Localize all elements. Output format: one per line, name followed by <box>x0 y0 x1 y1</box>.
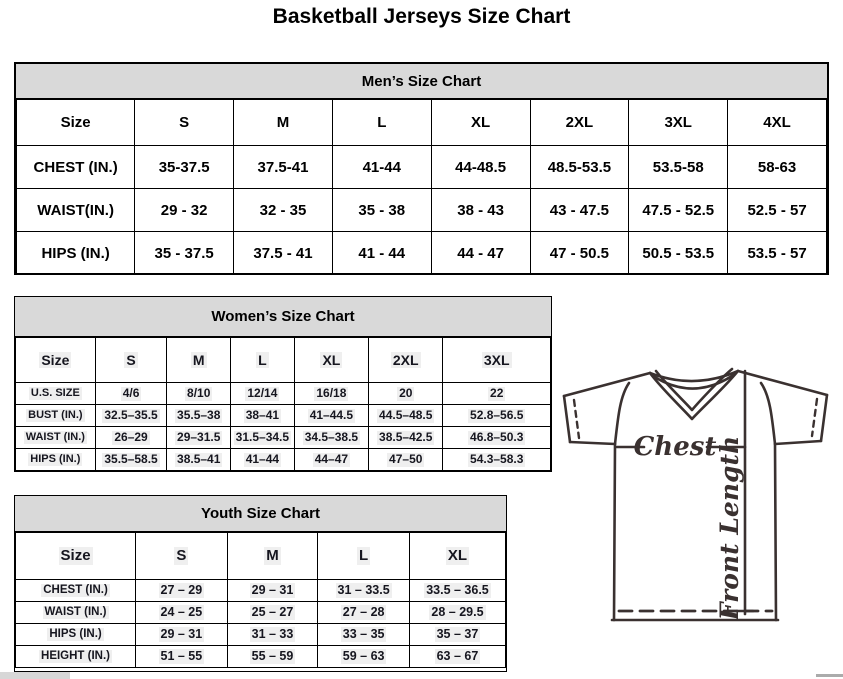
measure-value <box>294 449 368 471</box>
measure-value <box>318 646 410 668</box>
youth-size-table <box>15 532 506 668</box>
measure-label <box>16 405 96 427</box>
measure-label: CHEST (IN.) <box>17 146 135 189</box>
measure-value <box>167 449 231 471</box>
measure-value-text: 46.8–50.3 <box>470 430 524 445</box>
body-right-edge <box>775 444 776 620</box>
measure-value <box>95 427 167 449</box>
size-col-s-text: S <box>176 547 187 565</box>
measure-label <box>16 427 96 449</box>
measure-value: 35-37.5 <box>135 146 234 189</box>
measure-value: 35 - 38 <box>332 189 431 232</box>
jersey-diagram-svg <box>558 362 835 624</box>
measure-value <box>443 405 551 427</box>
measure-value <box>231 383 295 405</box>
measure-value: 43 - 47.5 <box>530 189 629 232</box>
womens-size-table <box>15 337 551 471</box>
size-col-s <box>95 338 167 383</box>
size-header-row <box>16 533 506 580</box>
measure-value <box>227 602 318 624</box>
measure-value <box>409 580 505 602</box>
measure-value <box>136 580 228 602</box>
measure-value-text: 27 – 29 <box>160 583 203 598</box>
measure-label: WAIST(IN.) <box>17 189 135 232</box>
measure-value-text: 44.5–48.5 <box>379 408 433 423</box>
size-corner-header-text: Size <box>41 351 70 368</box>
size-header-row <box>17 100 827 146</box>
measure-value: 44 - 47 <box>431 232 530 275</box>
measure-value: 52.5 - 57 <box>728 189 827 232</box>
measure-value <box>136 602 228 624</box>
measure-value: 38 - 43 <box>431 189 530 232</box>
measure-value <box>318 580 410 602</box>
size-col-3xl: 3XL <box>629 100 728 146</box>
measure-row-hipsin <box>16 624 506 646</box>
size-corner-header <box>16 533 136 580</box>
measure-value-text: 12/14 <box>247 386 278 401</box>
measure-value-text: 35 – 37 <box>436 627 479 642</box>
measure-value-text: 31.5–34.5 <box>235 430 290 445</box>
measure-row-bustin <box>16 405 551 427</box>
measure-value-text: 29 – 31 <box>160 627 203 642</box>
measure-value <box>227 580 318 602</box>
measure-label-text: BUST (IN.) <box>28 409 83 422</box>
measure-value <box>227 646 318 668</box>
measure-value: 53.5-58 <box>629 146 728 189</box>
measure-row-heightin <box>16 646 506 668</box>
measure-value-text: 25 – 27 <box>251 605 294 620</box>
measure-value <box>231 449 295 471</box>
measure-value-text: 55 – 59 <box>251 649 294 664</box>
measure-value-text: 33 – 35 <box>342 627 385 642</box>
youth-size-chart-title: Youth Size Chart <box>15 496 506 532</box>
size-col-l <box>318 533 410 580</box>
measure-value: 48.5-53.5 <box>530 146 629 189</box>
measure-value-text: 51 – 55 <box>160 649 203 664</box>
measure-value-text: 31 – 33.5 <box>337 583 390 598</box>
measure-value-text: 38–41 <box>245 408 280 423</box>
measure-value <box>167 383 231 405</box>
left-shoulder-line <box>564 373 650 396</box>
measure-value-text: 35.5–58.5 <box>104 452 158 467</box>
measure-value <box>369 383 443 405</box>
measure-value <box>369 405 443 427</box>
measure-value-text: 59 – 63 <box>342 649 385 664</box>
size-col-2xl: 2XL <box>530 100 629 146</box>
measure-value-text: 54.3–58.3 <box>470 452 524 467</box>
measure-value: 41-44 <box>332 146 431 189</box>
size-col-xl: XL <box>431 100 530 146</box>
chest-label: Chest <box>633 432 717 462</box>
measure-row-hipsin <box>17 232 827 275</box>
size-col-xl <box>409 533 505 580</box>
measure-value-text: 44–47 <box>314 452 349 467</box>
measure-value: 50.5 - 53.5 <box>629 232 728 275</box>
measure-label <box>16 646 136 668</box>
size-col-l <box>231 338 295 383</box>
right-sleeve-underarm <box>775 441 821 444</box>
measure-value <box>409 624 505 646</box>
measure-value <box>369 427 443 449</box>
measure-value <box>95 449 167 471</box>
size-col-m-text: M <box>192 351 205 368</box>
measure-label-text: WAIST (IN.) <box>44 605 107 618</box>
measure-value: 47.5 - 52.5 <box>629 189 728 232</box>
measure-value: 29 - 32 <box>135 189 234 232</box>
left-armhole-seam <box>615 383 629 444</box>
measure-value-text: 8/10 <box>187 386 211 401</box>
measure-row-chestin <box>16 580 506 602</box>
measure-value-text: 38.5–42.5 <box>379 430 433 445</box>
body-left-edge <box>614 444 615 620</box>
measure-value-text: 22 <box>490 386 504 401</box>
measure-row-waistin <box>17 189 827 232</box>
bottom-right-page-fragment <box>816 674 843 677</box>
right-sleeve-cuff <box>821 395 827 441</box>
measure-value-text: 31 – 33 <box>251 627 294 642</box>
measure-label: HIPS (IN.) <box>17 232 135 275</box>
measure-value-text: 26–29 <box>114 430 148 445</box>
measure-value: 44-48.5 <box>431 146 530 189</box>
measure-row-waistin <box>16 427 551 449</box>
measure-value <box>136 624 228 646</box>
left-sleeve-underarm <box>570 442 615 444</box>
measure-value <box>318 602 410 624</box>
mens-size-chart-title: Men’s Size Chart <box>16 64 827 99</box>
womens-size-chart-title: Women’s Size Chart <box>15 297 551 337</box>
measure-value <box>227 624 318 646</box>
measure-value: 58-63 <box>728 146 827 189</box>
size-corner-header: Size <box>17 100 135 146</box>
measure-row-hipsin <box>16 449 551 471</box>
mens-size-table <box>16 99 827 275</box>
measure-label-text: HEIGHT (IN.) <box>41 649 111 662</box>
measure-label <box>16 624 136 646</box>
measure-value <box>318 624 410 646</box>
size-col-3xl <box>443 338 551 383</box>
right-armhole-seam <box>761 383 775 444</box>
measure-value <box>443 449 551 471</box>
measure-value-text: 24 – 25 <box>160 605 203 620</box>
size-col-m-text: M <box>266 547 279 565</box>
left-sleeve-cuff <box>564 396 570 442</box>
womens-size-chart <box>14 296 552 472</box>
measure-value <box>167 405 231 427</box>
measure-value <box>231 427 295 449</box>
measure-row-ussize <box>16 383 551 405</box>
measure-value: 53.5 - 57 <box>728 232 827 275</box>
measure-value <box>294 383 368 405</box>
measure-value-text: 29 – 31 <box>251 583 294 598</box>
measure-value-text: 28 – 29.5 <box>431 605 484 620</box>
measure-value-text: 41–44 <box>245 452 280 467</box>
measure-value-text: 52.8–56.5 <box>470 408 524 423</box>
page-title: Basketball Jerseys Size Chart <box>272 5 571 28</box>
measure-row-chestin <box>17 146 827 189</box>
measure-label <box>16 580 136 602</box>
measure-value-text: 63 – 67 <box>436 649 479 664</box>
measure-label-text: CHEST (IN.) <box>43 583 108 596</box>
measure-label-text: HIPS (IN.) <box>30 453 81 466</box>
size-col-s: S <box>135 100 234 146</box>
measure-value: 41 - 44 <box>332 232 431 275</box>
size-col-m <box>227 533 318 580</box>
measure-label <box>16 449 96 471</box>
size-col-l-text: L <box>359 547 369 565</box>
measure-value <box>294 405 368 427</box>
measure-value-text: 41–44.5 <box>309 408 354 423</box>
measure-value-text: 34.5–38.5 <box>304 430 359 445</box>
youth-size-chart <box>14 495 507 672</box>
measure-value: 35 - 37.5 <box>135 232 234 275</box>
measure-value <box>294 427 368 449</box>
measure-value-text: 29–31.5 <box>177 430 221 445</box>
measure-value: 37.5-41 <box>234 146 333 189</box>
measure-value-text: 38.5–41 <box>177 452 221 467</box>
measure-row-waistin <box>16 602 506 624</box>
measure-label <box>16 383 96 405</box>
size-col-s <box>136 533 228 580</box>
measure-value-text: 16/18 <box>316 386 347 401</box>
measure-label-text: U.S. SIZE <box>30 387 80 400</box>
measure-value: 47 - 50.5 <box>530 232 629 275</box>
measure-value: 32 - 35 <box>234 189 333 232</box>
measure-value <box>231 405 295 427</box>
size-col-xl-text: XL <box>322 351 341 368</box>
size-col-l-text: L <box>258 351 267 368</box>
size-col-xl <box>294 338 368 383</box>
mens-size-chart <box>14 62 829 275</box>
size-col-4xl: 4XL <box>728 100 827 146</box>
measure-value <box>443 383 551 405</box>
measure-value-text: 32.5–35.5 <box>104 408 158 423</box>
measure-value <box>95 383 167 405</box>
measure-label-text: WAIST (IN.) <box>25 431 85 444</box>
size-corner-header <box>16 338 96 383</box>
measure-value-text: 4/6 <box>122 386 140 401</box>
measure-value-text: 35.5–38 <box>177 408 221 423</box>
measure-value <box>409 602 505 624</box>
size-col-m <box>167 338 231 383</box>
measure-value <box>369 449 443 471</box>
size-col-3xl-text: 3XL <box>483 351 510 368</box>
size-col-s-text: S <box>126 351 136 368</box>
measure-value <box>95 405 167 427</box>
size-header-row <box>16 338 551 383</box>
bottom-left-page-fragment <box>0 672 70 679</box>
front-length-label: Front Length <box>715 435 744 621</box>
size-col-l: L <box>332 100 431 146</box>
measure-value <box>443 427 551 449</box>
jersey-measurement-diagram <box>558 362 835 624</box>
measure-label-text: HIPS (IN.) <box>49 627 102 640</box>
right-shoulder-line <box>738 371 827 395</box>
size-corner-header-text: Size <box>60 547 91 565</box>
size-col-xl-text: XL <box>447 547 468 565</box>
measure-value <box>167 427 231 449</box>
right-cuff-stitch-dashed <box>812 399 817 436</box>
measure-value-text: 47–50 <box>389 452 423 467</box>
left-cuff-stitch-dashed <box>574 400 579 438</box>
measure-value-text: 33.5 – 36.5 <box>426 583 489 598</box>
measure-value-text: 20 <box>399 386 413 401</box>
measure-value <box>409 646 505 668</box>
measure-value <box>136 646 228 668</box>
size-col-2xl-text: 2XL <box>392 351 419 368</box>
size-col-2xl <box>369 338 443 383</box>
measure-value: 37.5 - 41 <box>234 232 333 275</box>
measure-label <box>16 602 136 624</box>
size-col-m: M <box>234 100 333 146</box>
measure-value-text: 27 – 28 <box>342 605 385 620</box>
